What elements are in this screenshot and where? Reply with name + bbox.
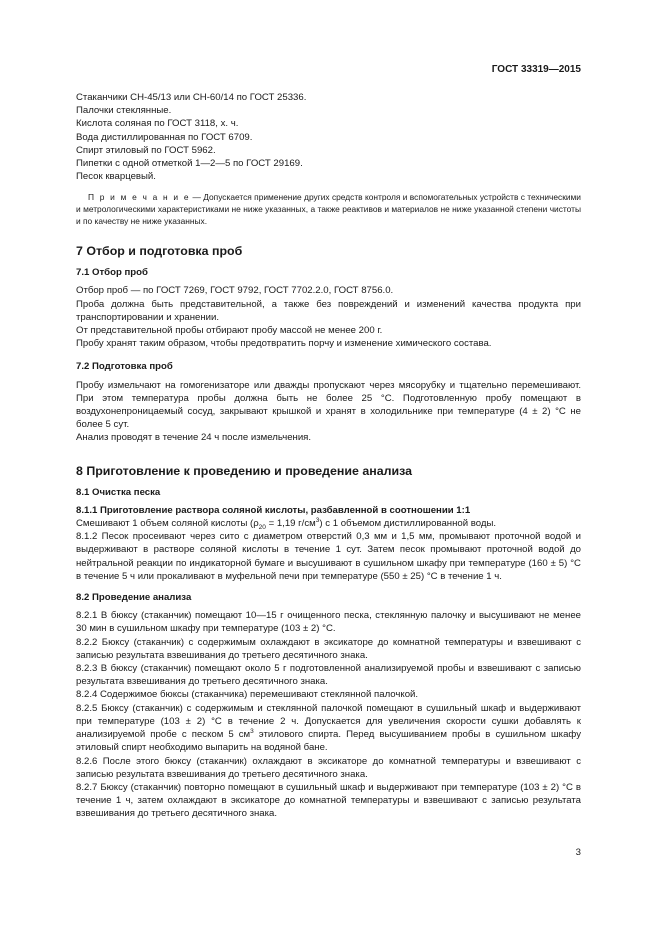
equipment-list bbox=[76, 91, 581, 183]
paragraph: Пробу измельчают на гомогенизаторе или дважды пропускают через мясорубку и тщательно перемешивают. При этом температура пробы должна быть не более 25 °С. Подготовленную пробу помещают в воздухонепроницаемый сосуд, закрывают крышкой и хранят в холодильнике при температуре (4 ± 2) °С не более 5 сут. bbox=[76, 379, 581, 431]
list-item: Спирт этиловый по ГОСТ 5962. bbox=[76, 144, 216, 156]
text-run: этилового спирта. Перед высушиванием пробы в сушильном шкафу этиловый спирт необходимо выпарить на водяной бане. bbox=[76, 729, 581, 754]
paragraph bbox=[76, 702, 581, 755]
note-paragraph bbox=[76, 192, 581, 227]
section-7-2-title: 7.2 Подготовка проб bbox=[76, 361, 173, 373]
list-item: Кислота соляная по ГОСТ 3118, х. ч. bbox=[76, 118, 239, 130]
section-8-1-1-title: 8.1.1 Приготовление раствора соляной кислоты, разбавленной в соотношении 1:1 bbox=[76, 504, 471, 516]
text-run: = 1,19 г/см bbox=[265, 518, 316, 530]
paragraph: 8.2.1 В бюксу (стаканчик) помещают 10—15 г очищенного песка, стеклянную палочку и высушивают не менее 30 мин в сушильном шкафу при температуре (103 ± 2) °С. bbox=[76, 610, 581, 635]
section-8-1-title: 8.1 Очистка песка bbox=[76, 486, 161, 498]
document-code-header: ГОСТ 33319—2015 bbox=[491, 64, 581, 75]
list-item: Песок кварцевый. bbox=[76, 171, 156, 183]
page-content bbox=[76, 91, 581, 821]
paragraph: 8.1.2 Песок просеивают через сито с диаметром отверстий 0,3 мм и 1,5 мм, промывают проточной водой и выдерживают в растворе соляной кислоты в течение 1 сут. Затем песок промывают проточной водой до нейтральной реакции по индикаторной бумаге и высушивают в сушильном шкафу при температуре (160 ± 5) °С в течение 5 ч или прокаливают в муфельной печи при температуре (550 ± 25) °С в течение 1 ч. bbox=[76, 531, 581, 582]
paragraph: 8.2.6 После этого бюксу (стаканчик) охлаждают в эксикаторе до комнатной температуры и взвешивают с записью результата взвешивания до третьего десятичного знака. bbox=[76, 755, 581, 780]
superscript: 3 bbox=[250, 727, 254, 735]
paragraph: 8.2.3 В бюксу (стаканчик) помещают около 5 г подготовленной анализируемой пробы и взвешивают с записью результата взвешивания до третьего десятичного знака. bbox=[76, 663, 581, 688]
list-item: Палочки стеклянные. bbox=[76, 105, 172, 117]
list-item: Пипетки с одной отметкой 1—2—5 по ГОСТ 29169. bbox=[76, 158, 303, 170]
page-number: 3 bbox=[575, 847, 581, 858]
note-text: — Допускается применение других средств контроля и вспомогательных устройств с техническими и метрологическими характеристиками не ниже указанных, а также реактивов и материалов не ниже указанной степени чистоты и по качеству не ниже указанных. bbox=[76, 192, 581, 226]
text-run: ) с 1 объемом дистиллированной воды. bbox=[319, 518, 497, 530]
list-item: Вода дистиллированная по ГОСТ 6709. bbox=[76, 131, 253, 143]
section-7-1-title: 7.1 Отбор проб bbox=[76, 267, 148, 279]
paragraph: Отбор проб — по ГОСТ 7269, ГОСТ 9792, ГОСТ 7702.2.0, ГОСТ 8756.0. bbox=[76, 285, 394, 297]
paragraph: Анализ проводят в течение 24 ч после измельчения. bbox=[76, 432, 312, 444]
text-run: 8.2.5 Бюксу (стаканчик) с содержимым и стеклянной палочкой помещают в сушильный шкаф и выдерживают при температуре (103 ± 2) °С в течение 2 ч. Допускается для увеличения скорости сушки добавлять к анализируемой пробе с песком 5 см bbox=[76, 702, 581, 741]
section-8-title: 8 Приготовление к проведению и проведение анализа bbox=[76, 463, 412, 478]
paragraph: 8.2.2 Бюксу (стаканчик) с содержимым охлаждают в эксикаторе до комнатной температуры и взвешивают с записью результата взвешивания до третьего десятичного знака. bbox=[76, 636, 581, 661]
subscript: 20 bbox=[258, 523, 266, 531]
superscript: 3 bbox=[315, 516, 320, 524]
paragraph: От представительной пробы отбирают пробу массой не менее 200 г. bbox=[76, 325, 383, 337]
note-label: П р и м е ч а н и е bbox=[88, 192, 191, 203]
paragraph: Пробу хранят таким образом, чтобы предотвратить порчу и изменение химического состава. bbox=[76, 338, 492, 350]
section-7-title: 7 Отбор и подготовка проб bbox=[76, 244, 243, 259]
list-item: Стаканчики СН-45/13 или СН-60/14 по ГОСТ 25336. bbox=[76, 92, 307, 103]
rho-symbol: ρ bbox=[253, 518, 259, 530]
section-8-2-title: 8.2 Проведение анализа bbox=[76, 592, 192, 604]
paragraph: 8.2.7 Бюксу (стаканчик) повторно помещают в сушильный шкаф и выдерживают при температуре (103 ± 2) °С в течение 1 ч, затем охлаждают в эксикаторе до комнатной температуры и взвешивают с записью результата взвешивания до третьего десятичного знака. bbox=[76, 781, 581, 820]
text-run: Смешивают 1 объем соляной кислоты ( bbox=[76, 518, 254, 530]
paragraph: Проба должна быть представительной, а также без повреждений и изменений качества продукта при транспортировании и хранении. bbox=[76, 298, 581, 323]
paragraph: 8.2.4 Содержимое бюксы (стаканчика) перемешивают стеклянной палочкой. bbox=[76, 689, 419, 701]
paragraph bbox=[76, 517, 581, 530]
